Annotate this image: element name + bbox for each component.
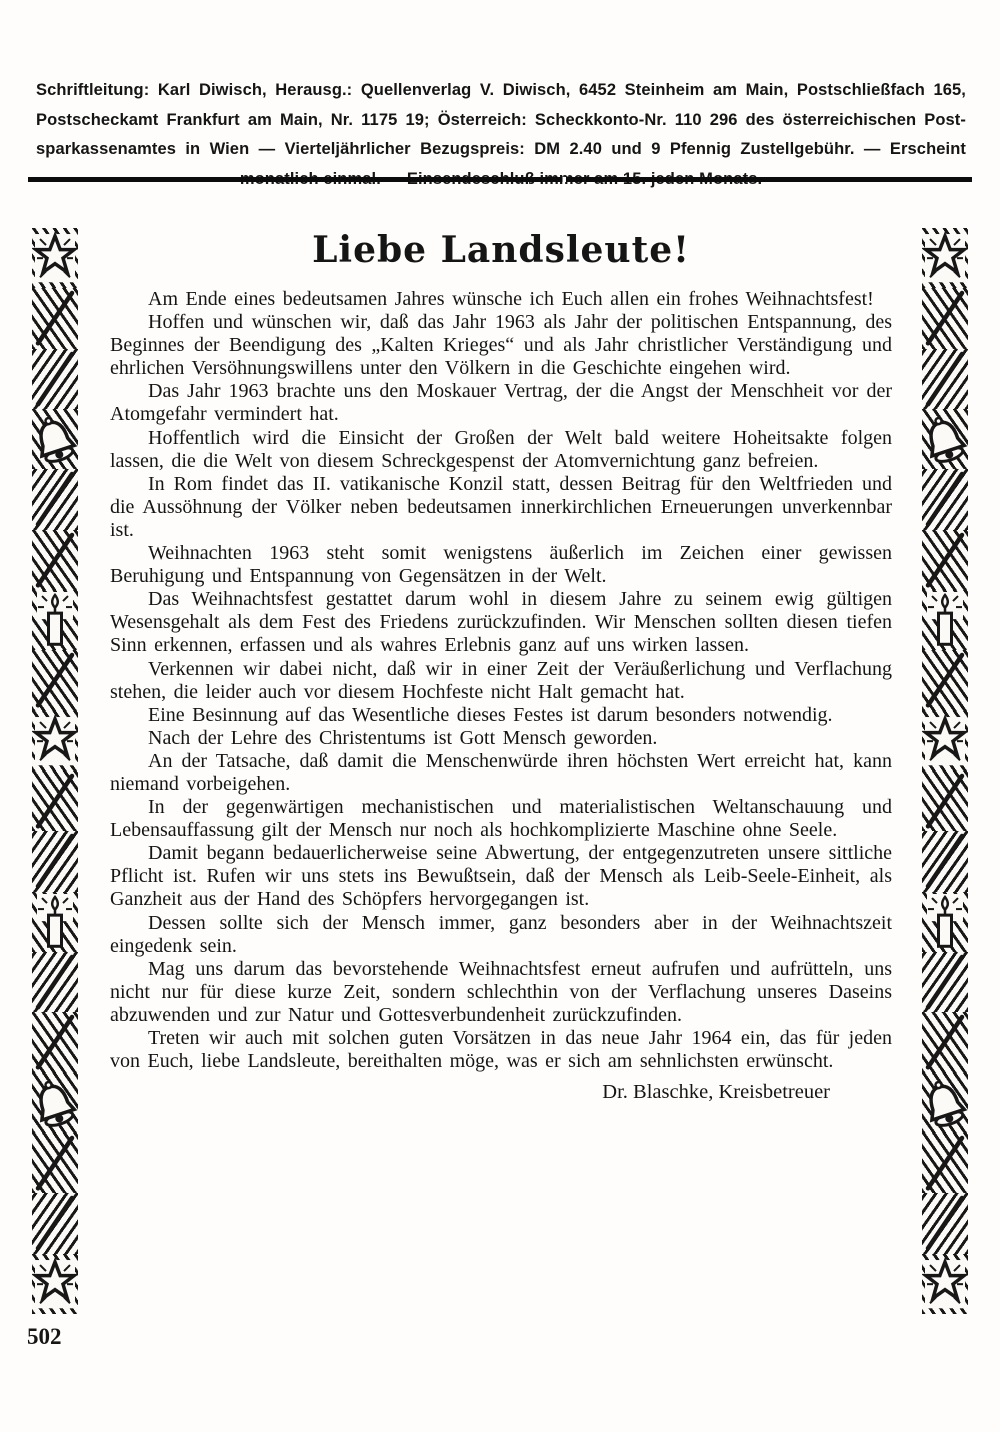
fir-branch-icon xyxy=(32,1193,78,1253)
fir-branch-icon xyxy=(922,952,968,1012)
fir-branch-icon xyxy=(32,469,78,529)
fir-branch-icon xyxy=(32,952,78,1012)
candle-icon xyxy=(922,590,968,650)
page-title: Liebe Landsleute! xyxy=(312,229,690,271)
page-number: 502 xyxy=(27,1324,62,1349)
paragraph: Am Ende eines bedeutsamen Jahres wünsche ich Euch allen ein frohes Weihnachtsfest! xyxy=(148,288,874,310)
signature: Dr. Blaschke, Kreisbetreuer xyxy=(602,1081,830,1104)
paragraph: Das Jahr 1963 brachte uns den Moskauer Vertrag, der die Angst der Menschheit vor der Atomgefahr vermindert hat. xyxy=(110,380,892,426)
fir-branch-icon xyxy=(32,288,78,348)
star-icon xyxy=(32,711,78,771)
paragraph: An der Tatsache, daß damit die Menschenwürde ihren höchsten Wert erreicht hat, kann niemand vorbeigehen. xyxy=(110,749,892,795)
horizontal-rule xyxy=(28,177,972,182)
fir-branch-icon xyxy=(32,1133,78,1193)
star-icon xyxy=(32,1254,78,1314)
paragraph: Das Weihnachtsfest gestattet darum wohl in diesem Jahre zu seinem ewig gültigen Wesensgehalt als dem Fest des Friedens zurückzufinden. Wir Menschen sollten diesen tiefen Sinn erkennen, erfassen und als wahres Erlebnis ganz auf uns wirken lassen. xyxy=(110,588,892,657)
bell-icon xyxy=(922,409,968,469)
fir-branch-icon xyxy=(922,349,968,409)
paragraph: Verkennen wir dabei nicht, daß wir in einer Zeit der Veräußerlichung und Verflachung stehen, die leider auch vor diesem Hochfeste nicht Halt gemacht hat. xyxy=(110,657,892,703)
bell-icon xyxy=(922,1073,968,1133)
star-icon xyxy=(32,228,78,288)
article-body xyxy=(110,288,892,1073)
bell-icon xyxy=(32,409,78,469)
paragraph: Nach der Lehre des Christentums ist Gott Mensch geworden. xyxy=(148,726,658,749)
star-icon xyxy=(922,228,968,288)
fir-branch-icon xyxy=(32,771,78,831)
fir-branch-icon xyxy=(922,530,968,590)
star-icon xyxy=(922,711,968,771)
fir-branch-icon xyxy=(922,288,968,348)
fir-branch-icon xyxy=(922,831,968,891)
fir-branch-icon xyxy=(922,650,968,710)
fir-branch-icon xyxy=(922,1193,968,1253)
candle-icon xyxy=(922,892,968,952)
paragraph: Weihnachten 1963 steht somit wenigstens äußerlich im Zeichen einer gewissen Beruhigung und Entspannung von Gegensätzen in der Welt. xyxy=(110,542,892,588)
masthead-line: Postscheckamt Frankfurt am Main, Nr. 1175 19; Österreich: Scheckkonto-Nr. 110 296 des österreichischen Post- xyxy=(36,110,966,129)
article xyxy=(110,228,892,1104)
candle-icon xyxy=(32,892,78,952)
fir-branch-icon xyxy=(32,831,78,891)
masthead-line: sparkassenamtes in Wien — Vierteljährlicher Bezugspreis: DM 2.40 und 9 Pfennig Zustellgebühr. — Erscheint xyxy=(36,140,966,158)
fir-branch-icon xyxy=(922,1012,968,1072)
masthead-line: Schriftleitung: Karl Diwisch, Herausg.: Quellenverlag V. Diwisch, 6452 Steinheim am Main, Postschließfach 165, xyxy=(36,81,966,99)
right-ornament-border xyxy=(922,228,968,1314)
star-icon xyxy=(922,1254,968,1314)
fir-branch-icon xyxy=(32,349,78,409)
paragraph: Hoffentlich wird die Einsicht der Großen der Welt bald weitere Hoheitsakte folgen lassen, die die Welt von diesem Schreckgespenst der Atomvernichtung ganz befreien. xyxy=(110,426,892,472)
candle-icon xyxy=(32,590,78,650)
left-ornament-border xyxy=(32,228,78,1314)
paragraph: In der gegenwärtigen mechanistischen und materialistischen Weltanschauung und Lebensauffassung gilt der Mensch nur noch als hochkomplizierte Maschine ohne Seele. xyxy=(110,796,892,842)
paragraph: Hoffen und wünschen wir, daß das Jahr 1963 als Jahr der politischen Entspannung, des Beginnes der Beendigung des „Kalten Krieges“ und als Jahr christlicher Verständigung und ehrlichen Versöhnungswillens unter den Völkern in die Geschichte eingehen wird. xyxy=(110,311,892,380)
paragraph: Eine Besinnung auf das Wesentliche dieses Festes ist darum besonders notwendig. xyxy=(148,703,833,726)
fir-branch-icon xyxy=(922,771,968,831)
fir-branch-icon xyxy=(922,1133,968,1193)
fir-branch-icon xyxy=(922,469,968,529)
fir-branch-icon xyxy=(32,530,78,590)
paragraph: In Rom findet das II. vatikanische Konzil statt, dessen Beitrag für den Weltfrieden und die Aussöhnung der Völker neben bedeutsamen innerkirchlichen Erneuerungen unverkennbar ist. xyxy=(110,472,892,541)
paragraph: Damit begann bedauerlicherweise seine Abwertung, der entgegenzutreten unsere sittliche Pflicht ist. Rufen wir uns stets ins Bewußtsein, daß der Mensch als Leib-Seele-Einheit, als Ganzheit aus der Hand des Schöpfers hervorgegangen ist. xyxy=(110,842,892,911)
bell-icon xyxy=(32,1073,78,1133)
paragraph: Mag uns darum das bevorstehende Weihnachtsfest erneut aufrufen und aufrütteln, uns nicht nur für diese kurze Zeit, sondern schlechthin von der Verflachung unseres Daseins abzuwenden und zur Natur und Gottesverbundenheit zurückzufinden. xyxy=(110,957,892,1026)
fir-branch-icon xyxy=(32,1012,78,1072)
paragraph: Treten wir auch mit solchen guten Vorsätzen in das neue Jahr 1964 ein, das für jeden von Euch, liebe Landsleute, bereithalten möge, was er sich am sehnlichsten erwünscht. xyxy=(110,1027,892,1073)
paragraph: Dessen sollte sich der Mensch immer, ganz besonders aber in der Weihnachtszeit eingedenk sein. xyxy=(110,911,892,957)
fir-branch-icon xyxy=(32,650,78,710)
